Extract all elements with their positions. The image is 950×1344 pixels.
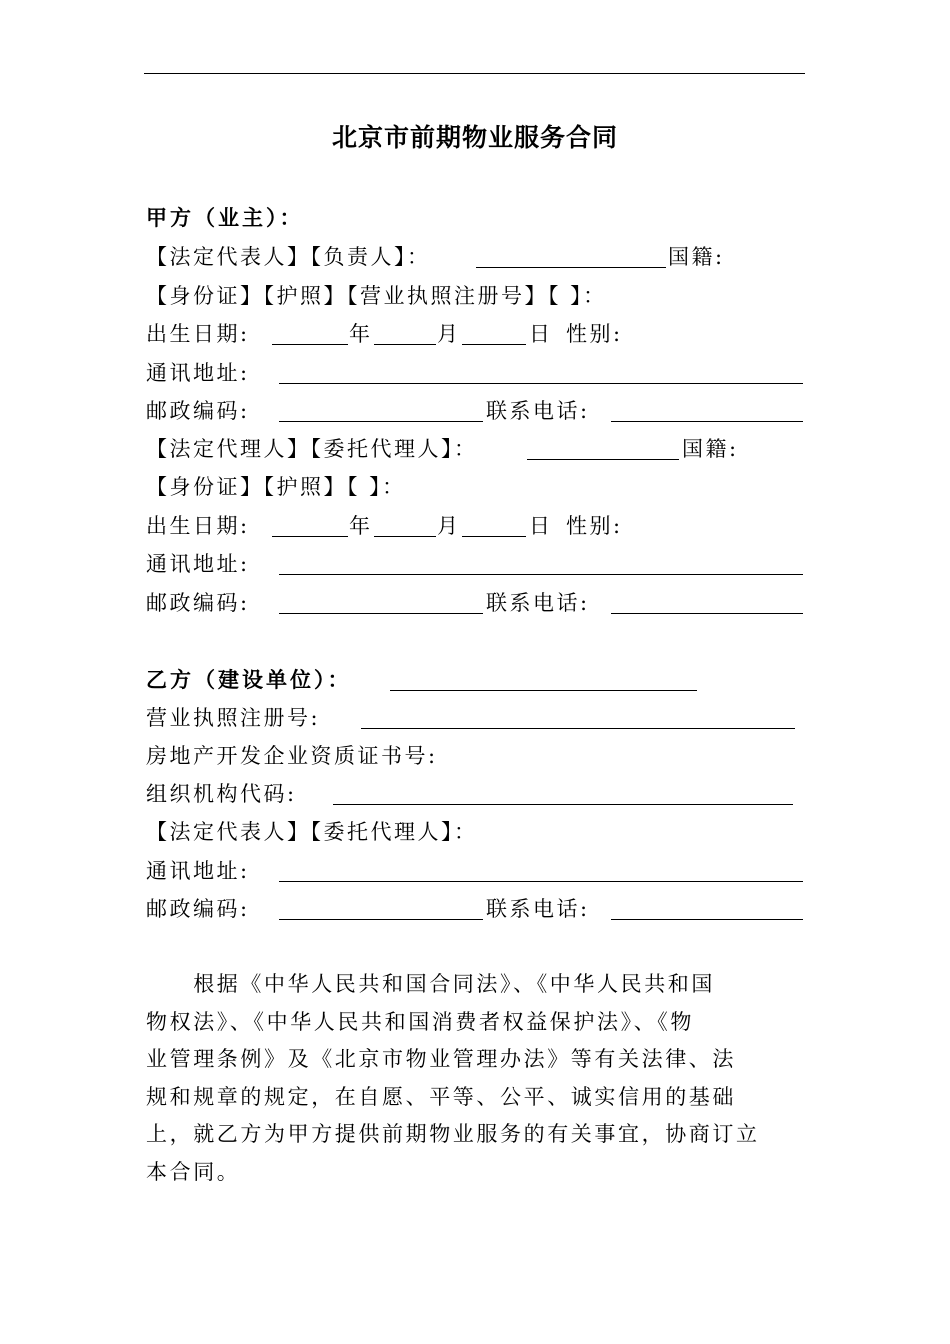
agent-postcode-field[interactable] <box>279 613 483 614</box>
address-field[interactable] <box>279 383 803 384</box>
org-code-label: 组织机构代码: <box>146 782 297 806</box>
party-a-contact-row <box>146 396 806 426</box>
party-b-qualification-row: 房地产开发企业资质证书号: <box>146 744 438 768</box>
month-label: 月 <box>437 322 461 346</box>
birth-day-field[interactable] <box>462 344 526 345</box>
party-b-address-field[interactable] <box>279 881 803 882</box>
header-rule <box>144 73 805 74</box>
party-b-heading-row <box>146 665 806 695</box>
agent-label: 【法定代理人】【委托代理人】： <box>146 437 478 461</box>
postcode-field[interactable] <box>279 421 483 422</box>
org-code-field[interactable] <box>333 804 793 805</box>
party-a-agent-id-row: 【身份证】【护照】【 】： <box>146 475 406 499</box>
party-b-heading: 乙方（建设单位）： <box>146 668 352 692</box>
party-a-agent-address-row <box>146 549 806 579</box>
party-b-postcode-label: 邮政编码: <box>146 897 250 921</box>
party-a-heading: 甲方（业主）： <box>146 206 304 230</box>
party-b-postcode-field[interactable] <box>279 919 483 920</box>
preamble-line: 上，就乙方为甲方提供前期物业服务的有关事宜，协商订立 <box>146 1122 760 1147</box>
address-label: 通讯地址: <box>146 361 250 385</box>
nationality-label: 国籍: <box>668 245 725 269</box>
agent-birth-day-field[interactable] <box>462 536 526 537</box>
rep-label: 【法定代表人】【负责人】： <box>146 245 431 269</box>
birth-month-field[interactable] <box>374 344 436 345</box>
party-b-contact-row <box>146 894 806 924</box>
day-label: 日 <box>529 322 553 346</box>
party-b-address-label: 通讯地址: <box>146 859 250 883</box>
party-a-birth-row <box>146 319 846 349</box>
preamble-line: 物权法》、《中华人民共和国消费者权益保护法》、《物 <box>146 1009 694 1034</box>
party-a-id-row: 【身份证】【护照】【营业执照注册号】【 】： <box>146 284 607 308</box>
agent-name-field[interactable] <box>527 459 679 460</box>
year-label: 年 <box>349 322 373 346</box>
preamble-line: 业管理条例》及《北京市物业管理办法》等有关法律、法 <box>146 1047 736 1072</box>
agent-phone-label: 联系电话: <box>486 591 590 615</box>
preamble-line: 规和规章的规定，在自愿、平等、公平、诚实信用的基础 <box>146 1084 736 1109</box>
agent-birth-label: 出生日期: <box>146 514 250 538</box>
phone-label: 联系电话: <box>486 399 590 423</box>
preamble-paragraph <box>146 966 806 1192</box>
party-b-rep-row: 【法定代表人】【委托代理人】： <box>146 820 478 844</box>
party-a-agent-birth-row <box>146 511 846 541</box>
agent-day-label: 日 <box>529 514 553 538</box>
party-b-license-row <box>146 703 806 733</box>
party-a-representative-row <box>146 242 846 272</box>
document-title: 北京市前期物业服务合同 <box>331 123 618 152</box>
party-b-org-code-row <box>146 779 806 809</box>
party-b-phone-label: 联系电话: <box>486 897 590 921</box>
license-field[interactable] <box>361 728 795 729</box>
party-b-address-row <box>146 856 806 886</box>
agent-birth-year-field[interactable] <box>272 536 348 537</box>
license-label: 营业执照注册号: <box>146 706 321 730</box>
rep-name-field[interactable] <box>476 267 666 268</box>
birth-year-field[interactable] <box>272 344 348 345</box>
gender-label: 性别: <box>566 322 623 346</box>
party-a-agent-row <box>146 434 846 464</box>
agent-postcode-label: 邮政编码: <box>146 591 250 615</box>
agent-month-label: 月 <box>437 514 461 538</box>
party-b-name-field[interactable] <box>390 690 697 691</box>
preamble-line: 本合同。 <box>146 1159 241 1184</box>
agent-birth-month-field[interactable] <box>374 536 436 537</box>
agent-year-label: 年 <box>349 514 373 538</box>
phone-field[interactable] <box>611 421 803 422</box>
agent-address-field[interactable] <box>279 574 803 575</box>
birth-label: 出生日期: <box>146 322 250 346</box>
party-a-address-row <box>146 358 806 388</box>
preamble-line: 根据《中华人民共和国合同法》、《中华人民共和国 <box>146 972 715 996</box>
agent-phone-field[interactable] <box>611 613 803 614</box>
party-a-agent-contact-row <box>146 588 806 618</box>
agent-nationality-label: 国籍: <box>682 437 739 461</box>
agent-gender-label: 性别: <box>566 514 623 538</box>
agent-address-label: 通讯地址: <box>146 552 250 576</box>
postcode-label: 邮政编码: <box>146 399 250 423</box>
party-b-phone-field[interactable] <box>611 919 803 920</box>
